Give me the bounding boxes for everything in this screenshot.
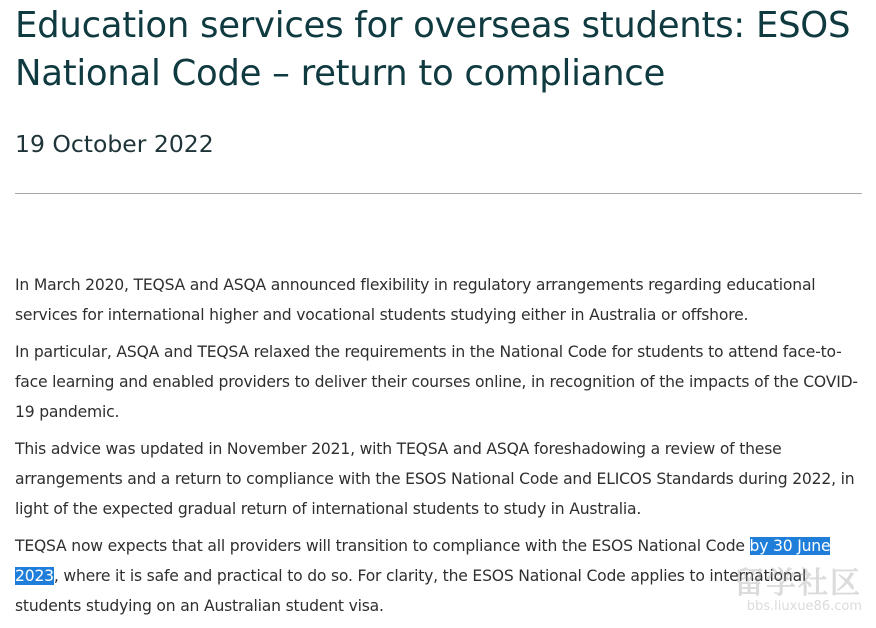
highlighted-text-selection[interactable]: by 30 June 2023 <box>15 537 831 585</box>
page-title: Education services for overseas students: ESOS National Code – return to compliance <box>15 5 851 94</box>
article-body <box>15 270 867 628</box>
paragraph-4-text-after: , where it is safe and practical to do so. For clarity, the ESOS National Code applies to international students studying on an Australian student visa. <box>15 567 807 615</box>
paragraph-4 <box>15 531 867 621</box>
paragraph-4-text-before: TEQSA now expects that all providers will transition to compliance with the ESOS National Code <box>15 537 750 555</box>
watermark-url: bbs.liuxue86.com <box>746 599 862 614</box>
paragraph-1: In March 2020, TEQSA and ASQA announced flexibility in regulatory arrangements regarding educational services for international higher and vocational students studying either in Australia or offshore. <box>15 276 816 324</box>
watermark-logo-text: 留学社区 <box>734 566 862 601</box>
paragraph-2: In particular, ASQA and TEQSA relaxed the requirements in the National Code for students to attend face-to-face learning and enabled providers to deliver their courses online, in recognition of the impacts of the COVID-19 pandemic. <box>15 343 858 421</box>
publish-date: 19 October 2022 <box>15 130 214 158</box>
paragraph-3: This advice was updated in November 2021, with TEQSA and ASQA foreshadowing a review of these arrangements and a return to compliance with the ESOS National Code and ELICOS Standards during 2022, in light of the expected gradual return of international students to study in Australia. <box>15 440 855 518</box>
divider <box>15 193 862 194</box>
